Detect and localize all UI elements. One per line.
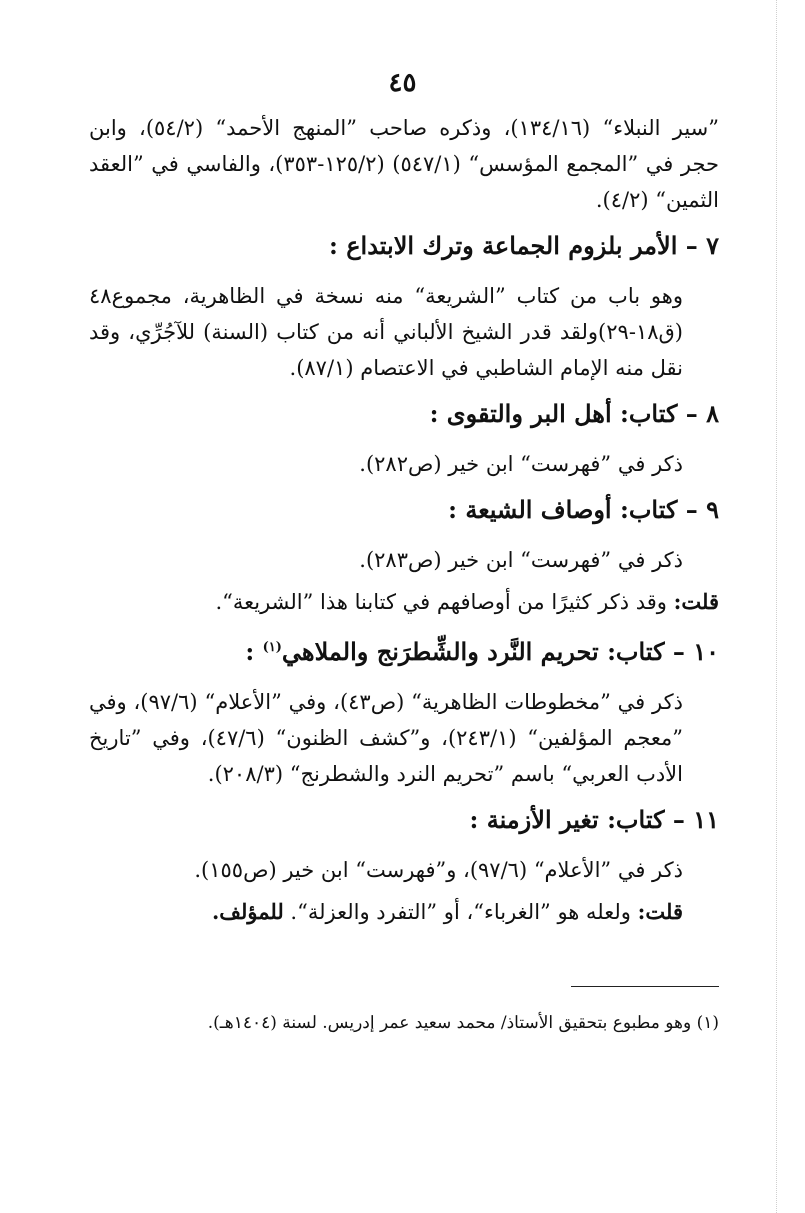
section-9-paragraph: ذكر في ”فهرست“ ابن خير (ص٢٨٣).: [359, 548, 683, 572]
section-10-heading-text: ١٠ – كتاب: تحريم النَّرد والشِّطرَنج والملاهي: [281, 637, 719, 666]
section-7-heading: ٧ – الأمر بلزوم الجماعة وترك الابتداع :: [328, 231, 719, 260]
section-9-note: [89, 584, 719, 620]
note-bold: للمؤلف.: [211, 899, 284, 924]
scan-edge-line: [776, 0, 777, 1213]
section-11-paragraph: ذكر في ”الأعلام“ (٩٧/٦)، و”فهرست“ ابن خير (ص١٥٥).: [194, 858, 683, 882]
note-text: ولعله هو ”الغرباء“، أو ”التفرد والعزلة“.: [290, 900, 631, 924]
section-10-heading-end: :: [245, 637, 263, 666]
footnote-divider: [571, 986, 719, 987]
footnote: (١) وهو مطبوع بتحقيق الأستاذ/ محمد سعيد عمر إدريس. لسنة (١٤٠٤هـ).: [207, 1013, 719, 1033]
note-label: قلت:: [637, 899, 683, 924]
section-11-note: [89, 894, 719, 930]
page-number: ٤٥: [388, 68, 417, 98]
note-label: قلت:: [673, 589, 719, 614]
continuation-paragraph: ”سير النبلاء“ (١٣٤/١٦)، وذكره صاحب ”المنهج الأحمد“ (٥٤/٢)، وابن حجر في ”المجمع المؤسس“ (٥٤٧/١) (١٢٥/٢-٣٥٣)، والفاسي في ”العقد الثمين“ (٤/٢).: [89, 116, 720, 212]
note-text: وقد ذكر كثيرًا من أوصافهم في كتابنا هذا ”الشريعة“.: [215, 590, 667, 614]
section-7-paragraph: وهو باب من كتاب ”الشريعة“ منه نسخة في الظاهرية، مجموع٤٨ (ق١٨-٢٩)ولقد قدر الشيخ الألباني أنه من كتاب (السنة) للآجُرِّي، وقد نقل منه الإمام الشاطبي في الاعتصام (٨٧/١).: [89, 284, 683, 380]
section-10-paragraph: ذكر في ”مخطوطات الظاهرية“ (ص٤٣)، وفي ”الأعلام“ (٩٧/٦)، وفي ”معجم المؤلفين“ (٢٤٣/١)، و”كشف الظنون“ (٤٧/٦)، وفي ”تاريخ الأدب العربي“ باسم ”تحريم النرد والشطرنج“ (٢٠٨/٣).: [89, 690, 683, 786]
footnote-mark: (١): [262, 640, 282, 655]
section-8-heading: ٨ – كتاب: أهل البر والتقوى :: [429, 399, 719, 428]
section-9-heading: ٩ – كتاب: أوصاف الشيعة :: [448, 495, 719, 524]
section-10-heading: [89, 626, 719, 674]
section-11-heading: ١١ – كتاب: تغير الأزمنة :: [469, 805, 719, 834]
page-body: [89, 110, 719, 936]
section-8-paragraph: ذكر في ”فهرست“ ابن خير (ص٢٨٢).: [359, 452, 683, 476]
